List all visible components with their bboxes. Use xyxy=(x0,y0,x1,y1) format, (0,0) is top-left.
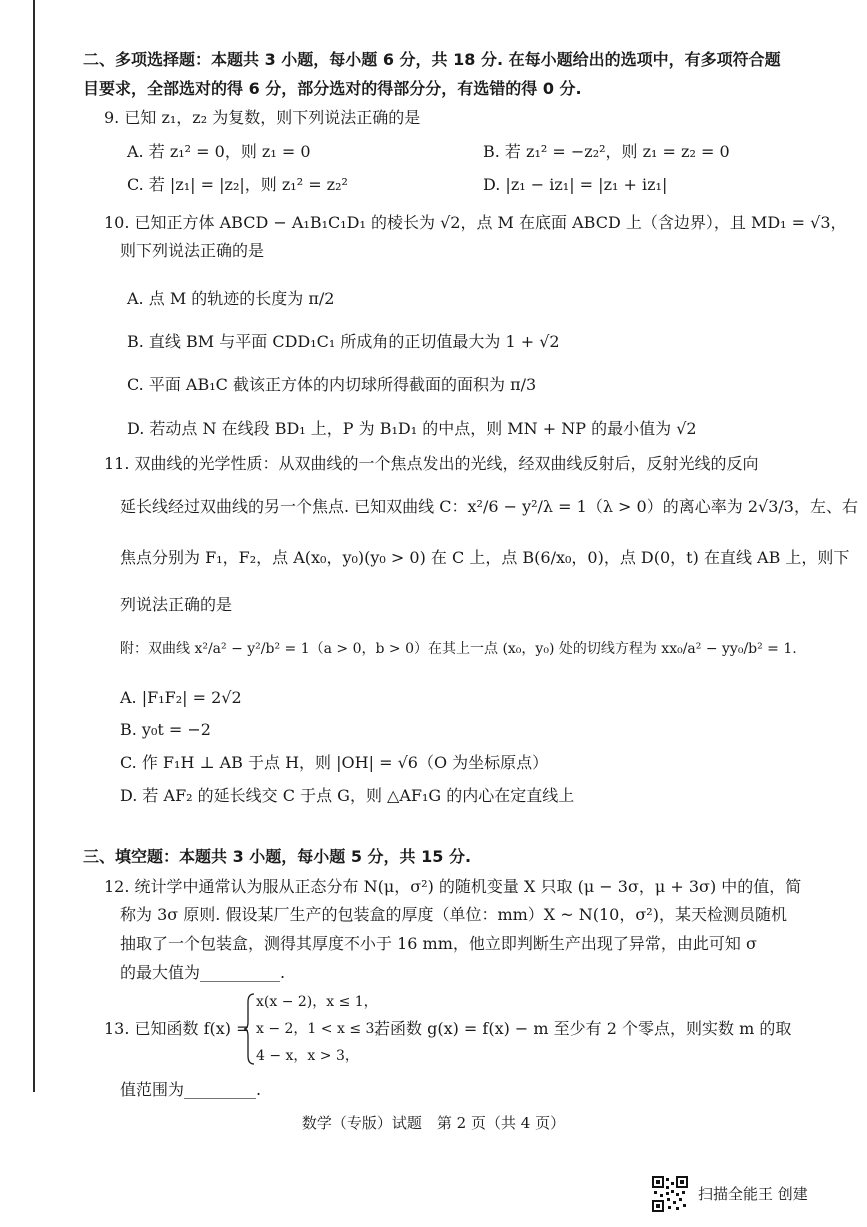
q9-option-d: D. |z₁ − iz₁| = |z₁ + iz₁| xyxy=(483,175,668,194)
piecewise-brace xyxy=(244,992,256,1066)
q11-stem-line1: 11. 双曲线的光学性质：从双曲线的一个焦点发出的光线，经双曲线反射后，反射光线的反向 xyxy=(104,454,759,473)
q13-case2: x − 2，1 < x ≤ 3， xyxy=(256,1021,389,1037)
q9-option-a: A. 若 z₁² = 0，则 z₁ = 0 xyxy=(127,142,311,161)
q10-stem-line1: 10. 已知正方体 ABCD − A₁B₁C₁D₁ 的棱长为 √2，点 M 在底面 ABCD 上（含边界），且 MD₁ = √3， xyxy=(104,213,847,232)
q9-option-c: C. 若 |z₁| = |z₂|，则 z₁² = z₂² xyxy=(127,175,348,194)
section3-header: 三、填空题：本题共 3 小题，每小题 5 分，共 15 分. xyxy=(83,847,472,866)
q12-line3: 抽取了一个包装盒，测得其厚度不小于 16 mm，他立即判断生产出现了异常，由此可知 σ xyxy=(120,934,757,953)
q11-stem-line2: 延长线经过双曲线的另一个焦点. 已知双曲线 C：x²/6 − y²/λ = 1（λ > 0）的离心率为 2√3/3，左、右 xyxy=(120,497,858,516)
q13-case1: x(x − 2)，x ≤ 1， xyxy=(256,994,378,1010)
q12-line2: 称为 3σ 原则. 假设某厂生产的包装盒的厚度（单位：mm）X ~ N(10，σ²)，某天检测员随机 xyxy=(120,905,787,924)
q11-option-b: B. y₀t = −2 xyxy=(120,720,211,739)
q9-stem: 9. 已知 z₁，z₂ 为复数，则下列说法正确的是 xyxy=(104,108,421,127)
q12-line4: 的最大值为__________. xyxy=(120,963,286,982)
page-footer: 数学（专版）试题 第 2 页（共 4 页） xyxy=(301,1114,566,1132)
q13-case3: 4 − x，x > 3， xyxy=(256,1048,359,1064)
section2-header-line1: 二、多项选择题：本题共 3 小题，每小题 6 分，共 18 分. 在每小题给出的选项中，有多项符合题 xyxy=(83,50,781,69)
q11-stem-line3: 焦点分别为 F₁，F₂，点 A(x₀，y₀)(y₀ > 0) 在 C 上，点 B(6/x₀，0)，点 D(0，t) 在直线 AB 上，则下 xyxy=(120,548,850,567)
margin-rule xyxy=(33,0,35,1092)
q11-stem-line4: 列说法正确的是 xyxy=(120,595,233,614)
q11-option-d: D. 若 AF₂ 的延长线交 C 于点 G，则 △AF₁G 的内心在定直线上 xyxy=(120,786,575,805)
qr-code-icon xyxy=(652,1176,688,1212)
q13-prefix: 13. 已知函数 f(x) = xyxy=(104,1019,250,1038)
q10-option-c: C. 平面 AB₁C 截该正方体的内切球所得截面的面积为 π/3 xyxy=(127,375,537,394)
q10-stem-line2: 则下列说法正确的是 xyxy=(120,241,265,260)
q10-option-d: D. 若动点 N 在线段 BD₁ 上，P 为 B₁D₁ 的中点，则 MN + NP 的最小值为 √2 xyxy=(127,419,697,438)
q11-option-a: A. |F₁F₂| = 2√2 xyxy=(120,688,242,707)
scanner-watermark-text: 扫描全能王 创建 xyxy=(698,1185,808,1203)
q11-option-c: C. 作 F₁H ⊥ AB 于点 H，则 |OH| = √6（O 为坐标原点） xyxy=(120,753,549,772)
q10-option-b: B. 直线 BM 与平面 CDD₁C₁ 所成角的正切值最大为 1 + √2 xyxy=(127,332,560,351)
q9-option-b: B. 若 z₁² = −z₂²，则 z₁ = z₂ = 0 xyxy=(483,142,730,161)
q13-line2: 值范围为_________. xyxy=(120,1080,262,1099)
q11-note: 附：双曲线 x²/a² − y²/b² = 1（a > 0，b > 0）在其上一点 (x₀，y₀) 处的切线方程为 xx₀/a² − yy₀/b² = 1. xyxy=(120,641,797,657)
q13-suffix: 若函数 g(x) = f(x) − m 至少有 2 个零点，则实数 m 的取 xyxy=(374,1019,792,1038)
section2-header-line2: 目要求，全部选对的得 6 分，部分选对的得部分分，有选错的得 0 分. xyxy=(83,79,582,98)
q12-line1: 12. 统计学中通常认为服从正态分布 N(μ，σ²) 的随机变量 X 只取 (μ − 3σ，μ + 3σ) 中的值，简 xyxy=(104,877,802,896)
q10-option-a: A. 点 M 的轨迹的长度为 π/2 xyxy=(127,289,335,308)
